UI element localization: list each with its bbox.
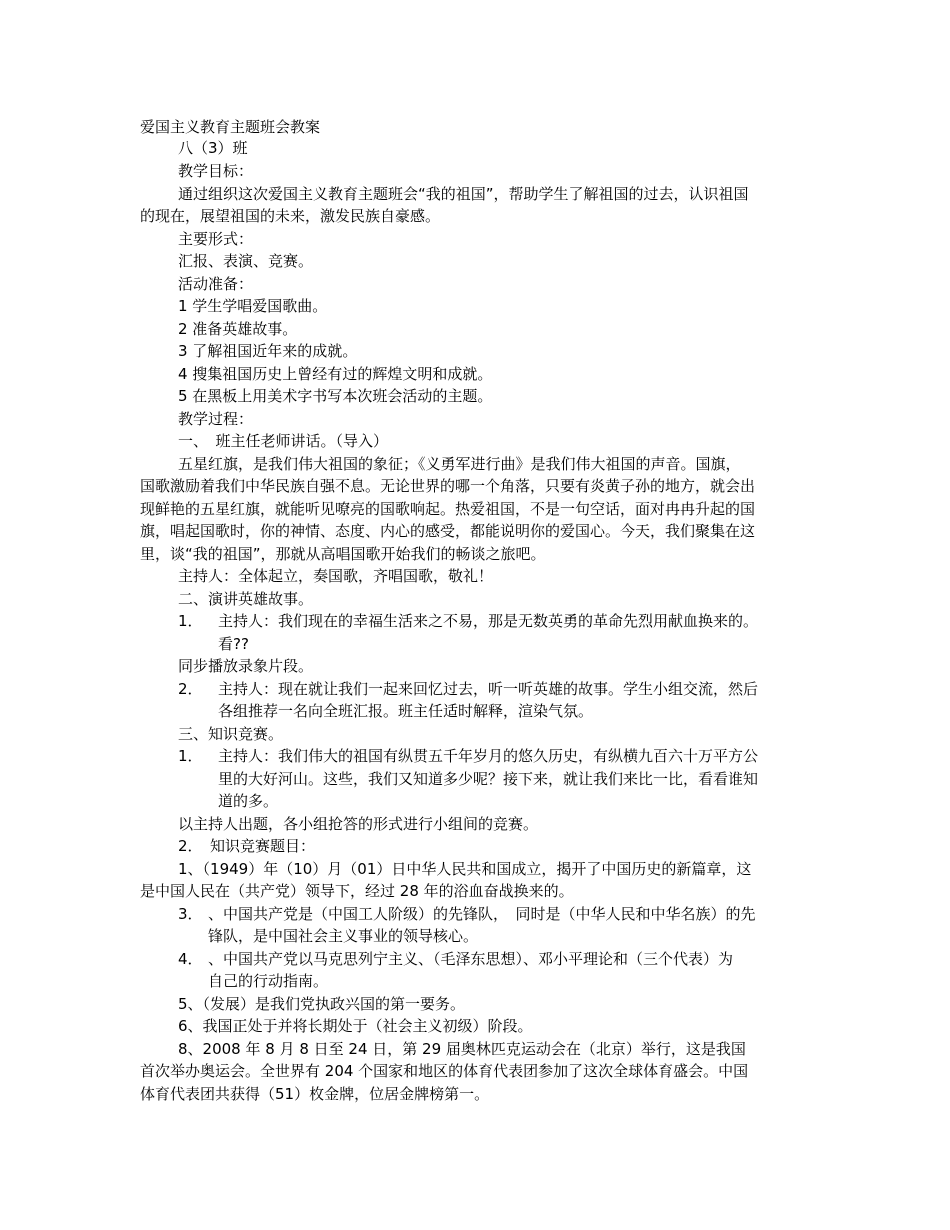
section-heading: 三、知识竞赛。 (178, 725, 284, 743)
goal-heading: 教学目标： (178, 162, 254, 180)
list-item-line: 看?? (218, 635, 249, 653)
section-heading: 一、 班主任老师讲话。（导入） (178, 432, 389, 450)
question-line: 1、（1949）年（10）月（01）日中华人民共和国成立，揭开了中国历史的新篇章，这 (178, 860, 752, 878)
list-item-line: 主持人：我们现在的幸福生活来之不易，那是无数英勇的革命先烈用献血换来的。 (218, 612, 759, 630)
prep-item: 4 搜集祖国历史上曾经有过的辉煌文明和成就。 (178, 365, 493, 383)
question-line: 首次举办奥运会。全世界有 204 个国家和地区的体育代表团参加了这次全球体育盛会。中国 (140, 1062, 749, 1080)
list-number: 2． (178, 680, 203, 698)
prep-heading: 活动准备： (178, 275, 254, 293)
prep-item: 2 准备英雄故事。 (178, 320, 298, 338)
class-name: 八（3）班 (178, 139, 248, 157)
list-number: 1． (178, 612, 203, 630)
question-line: 是中国人民在（共产党）领导下，经过 28 年的浴血奋战换来的。 (140, 882, 574, 900)
paragraph-line: 旗，唱起国歌时，你的神情、态度、内心的感受，都能说明你的爱国心。今天，我们聚集在这 (140, 522, 756, 540)
question-line: 体育代表团共获得（51）枚金牌，位居金牌榜第一。 (140, 1085, 490, 1103)
list-item-line: 各组推荐一名向全班汇报。班主任适时解释，渲染气氛。 (218, 702, 594, 720)
paragraph-line: 里，谈“我的祖国”，那就从高唱国歌开始我们的畅谈之旅吧。 (140, 545, 546, 563)
goal-text-line: 的现在，展望祖国的未来，激发民族自豪感。 (140, 207, 441, 225)
list-item-line: 主持人：我们伟大的祖国有纵贯五千年岁月的悠久历史，有纵横九百六十万平方公 (218, 747, 759, 765)
form-heading: 主要形式： (178, 230, 254, 248)
list-item-line: 主持人：现在就让我们一起来回忆过去，听一听英雄的故事。学生小组交流，然后 (218, 680, 759, 698)
document-title: 爱国主义教育主题班会教案 (140, 118, 321, 136)
question-line: 自己的行动指南。 (208, 972, 329, 990)
question-line: 、中国共产党以马克思列宁主义、（毛泽东思想）、邓小平理论和（三个代表）为 (208, 950, 734, 968)
goal-text-line: 通过组织这次爱国主义教育主题班会“我的祖国”，帮助学生了解祖国的过去，认识祖国 (178, 185, 749, 203)
process-heading: 教学过程： (178, 410, 254, 428)
paragraph-line: 国歌激励着我们中华民族自强不息。无论世界的哪一个角落，只要有炎黄子孙的地方，就会出 (140, 477, 756, 495)
paragraph-line: 同步播放录象片段。 (178, 657, 314, 675)
paragraph-line: 以主持人出题，各小组抢答的形式进行小组间的竞赛。 (178, 815, 539, 833)
prep-item: 1 学生学唱爱国歌曲。 (178, 297, 328, 315)
question-line: 、中国共产党是（中国工人阶级）的先锋队， 同时是（中华人民和中华名族）的先 (208, 905, 756, 923)
list-number: 4． (178, 950, 203, 968)
question-line: 8、2008 年 8 月 8 日至 24 日，第 29 届奥林匹克运动会在（北京）举行，这是我国 (178, 1040, 746, 1058)
question-line: 锋队，是中国社会主义事业的领导核心。 (208, 927, 479, 945)
prep-item: 5 在黑板上用美术字书写本次班会活动的主题。 (178, 387, 493, 405)
list-item-line: 里的大好河山。这些，我们又知道多少呢？接下来，就让我们来比一比，看看谁知 (218, 770, 759, 788)
list-item-line: 2． 知识竞赛题目： (178, 837, 316, 855)
paragraph-line: 五星红旗，是我们伟大祖国的象征；《义勇军进行曲》是我们伟大祖国的声音。国旗， (178, 455, 741, 473)
question-line: 6、我国正处于并将长期处于（社会主义初级）阶段。 (178, 1017, 533, 1035)
host-line: 主持人：全体起立，奏国歌，齐唱国歌，敬礼！ (178, 567, 494, 585)
paragraph-line: 现鲜艳的五星红旗，就能听见嘹亮的国歌响起。热爱祖国，不是一句空话，面对冉冉升起的国 (140, 500, 756, 518)
section-heading: 二、演讲英雄故事。 (178, 590, 314, 608)
question-line: 5、（发展）是我们党执政兴国的第一要务。 (178, 995, 466, 1013)
prep-item: 3 了解祖国近年来的成就。 (178, 342, 358, 360)
form-text: 汇报、表演、竞赛。 (178, 252, 314, 270)
list-number: 3． (178, 905, 203, 923)
list-item-line: 道的多。 (218, 792, 279, 810)
list-number: 1． (178, 747, 203, 765)
